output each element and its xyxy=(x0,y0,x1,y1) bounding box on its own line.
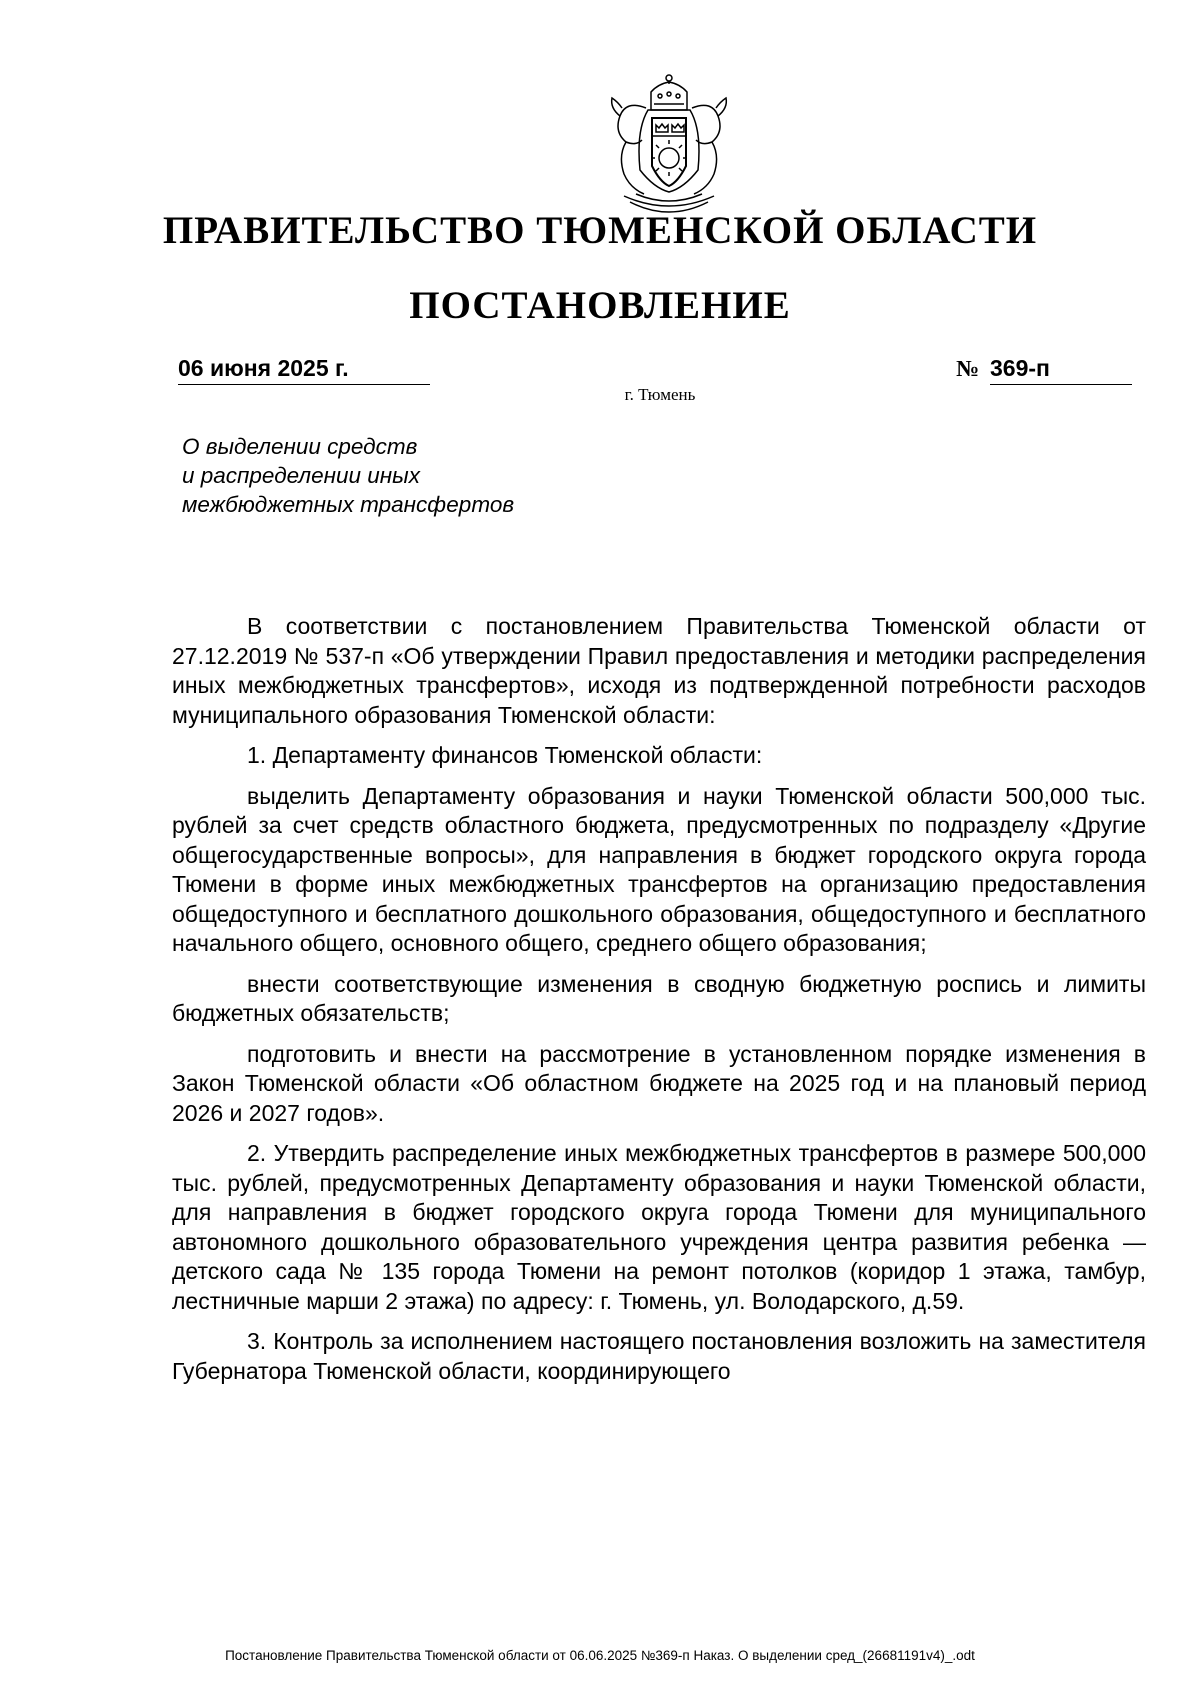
body-paragraph-item-3: 3. Контроль за исполнением настоящего постановления возложить на заместителя Губернатора Тюменской области, координирующего xyxy=(172,1328,1146,1384)
body-paragraph-item-2: 2. Утвердить распределение иных межбюджетных трансфертов в размере 500,000 тыс. рублей, предусмотренных Департаменту образования и науки Тюменской области, для направления в бюджет городского округа города Тюмени для муниципального автономного дошкольного образовательного учреждения центра развития ребенка — детского сада № 135 города Тюмени на ремонт потолков (коридор 1 этажа, тамбур, лестничные марши 2 этажа) по адресу: г. Тюмень, ул. Володарского, д.59. xyxy=(172,1140,1146,1314)
coat-of-arms-icon xyxy=(596,70,742,226)
body-paragraph-item-1-amend: внести соответствующие изменения в сводную бюджетную роспись и лимиты бюджетных обязательств; xyxy=(172,970,1146,1026)
organization-title: ПРАВИТЕЛЬСТВО ТЮМЕНСКОЙ ОБЛАСТИ xyxy=(162,209,1038,252)
document-subject xyxy=(182,432,662,519)
body-paragraph-preamble: В соответствии с постановлением Правительства Тюменской области от 27.12.2019 № 537-п «Об утверждении Правил предоставления и методики распределения иных межбюджетных трансфертов», исходя из подтвержденной потребности расходов муниципального образования Тюменской области: xyxy=(172,613,1146,728)
document-date: 06 июня 2025 г. xyxy=(178,355,430,385)
document-body xyxy=(172,612,1146,1397)
subject-line: межбюджетных трансфертов xyxy=(182,492,515,517)
page-footer: Постановление Правительства Тюменской области от 06.06.2025 №369-п Наказ. О выделении сред_(26681191v4)_.odt xyxy=(225,1648,975,1663)
document-city: г. Тюмень xyxy=(624,385,696,404)
body-paragraph-item-1-allocate: выделить Департаменту образования и науки Тюменской области 500,000 тыс. рублей за счет средств областного бюджета, предусмотренных по подразделу «Другие общегосударственные вопросы», для направления в бюджет городского округа города Тюмени в форме иных межбюджетных трансфертов на организацию предоставления общедоступного и бесплатного дошкольного образования, общедоступного и бесплатного начального общего, основного общего, среднего общего образования; xyxy=(172,782,1146,956)
document-number: 369-п xyxy=(990,355,1132,385)
document-number-block xyxy=(956,355,1136,385)
number-sign: № xyxy=(956,356,980,381)
subject-line: и распределении иных xyxy=(182,463,420,488)
subject-line: О выделении средств xyxy=(182,434,418,459)
document-type-title: ПОСТАНОВЛЕНИЕ xyxy=(409,284,791,327)
body-paragraph-item-1: 1. Департаменту финансов Тюменской области: xyxy=(247,742,763,768)
body-paragraph-item-1-prepare: подготовить и внести на рассмотрение в установленном порядке изменения в Закон Тюменской области «Об областном бюджете на 2025 год и на плановый период 2026 и 2027 годов». xyxy=(172,1040,1146,1126)
